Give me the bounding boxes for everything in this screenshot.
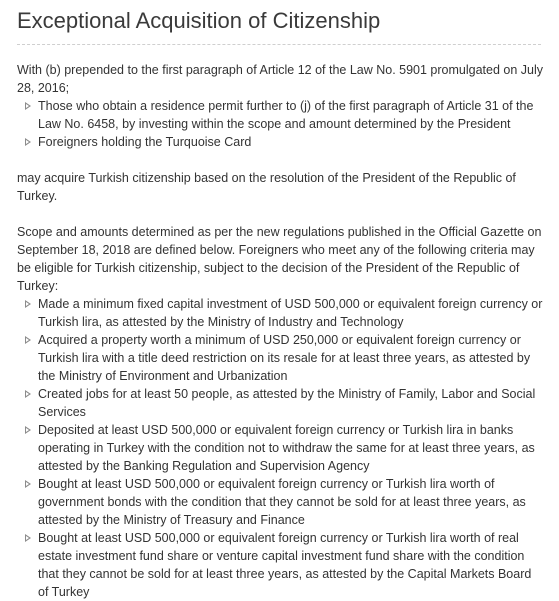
list-item	[24, 385, 545, 421]
list-item-text: Deposited at least USD 500,000 or equivalent foreign currency or Turkish lira in banks operating in Turkey with the condition not to withdraw the same for at least three years, as attested by the Banking Regulation and Supervision Agency	[38, 423, 535, 473]
eligibility-list	[17, 97, 545, 151]
list-item-text: Created jobs for at least 50 people, as attested by the Ministry of Family, Labor and Social Services	[38, 387, 536, 419]
criteria-list	[17, 295, 545, 601]
list-item	[24, 475, 545, 529]
resolution-paragraph: may acquire Turkish citizenship based on the resolution of the President of the Republic of Turkey.	[17, 171, 516, 203]
list-item-text: Those who obtain a residence permit further to (j) of the first paragraph of Article 31 of the Law No. 6458, by investing within the scope and amount determined by the President	[38, 99, 534, 131]
criteria-intro-paragraph: Scope and amounts determined as per the new regulations published in the Official Gazette on September 18, 2018 are defined below. Foreigners who meet any of the following criteria may be eligible for Turkish citizenship, subject to the decision of the President of the Republic of Turkey:	[17, 225, 542, 293]
list-item-text: Made a minimum fixed capital investment of USD 500,000 or equivalent foreign currency or Turkish lira, as attested by the Ministry of Industry and Technology	[38, 297, 543, 329]
triangle-right-icon	[25, 300, 31, 308]
list-item-text: Acquired a property worth a minimum of USD 250,000 or equivalent foreign currency or Turkish lira with a title deed restriction on its resale for at least three years, as attested by the Ministry of Environment and Urbanization	[38, 333, 531, 383]
list-item	[24, 133, 545, 151]
triangle-right-icon	[25, 480, 31, 488]
triangle-right-icon	[25, 102, 31, 110]
triangle-right-icon	[25, 534, 31, 542]
intro-paragraph: With (b) prepended to the first paragraph of Article 12 of the Law No. 5901 promulgated on July 28, 2016;	[17, 63, 544, 95]
list-item	[24, 421, 545, 475]
triangle-right-icon	[25, 138, 31, 146]
list-item	[24, 97, 545, 133]
triangle-right-icon	[25, 426, 31, 434]
list-item	[24, 529, 545, 601]
list-item	[24, 295, 545, 331]
list-item-text: Bought at least USD 500,000 or equivalent foreign currency or Turkish lira worth of government bonds with the condition that they cannot be sold for at least three years, as attested by the Ministry of Treasury and Finance	[38, 477, 526, 527]
list-item-text: Bought at least USD 500,000 or equivalent foreign currency or Turkish lira worth of real estate investment fund share or venture capital investment fund share with the condition that they cannot be sold for at least three years, as attested by the Capital Markets Board of Turkey	[38, 531, 532, 599]
list-item	[24, 331, 545, 385]
title-divider	[17, 44, 541, 45]
triangle-right-icon	[25, 336, 31, 344]
list-item-text: Foreigners holding the Turquoise Card	[38, 135, 252, 149]
triangle-right-icon	[25, 390, 31, 398]
page-title: Exceptional Acquisition of Citizenship	[17, 8, 381, 33]
